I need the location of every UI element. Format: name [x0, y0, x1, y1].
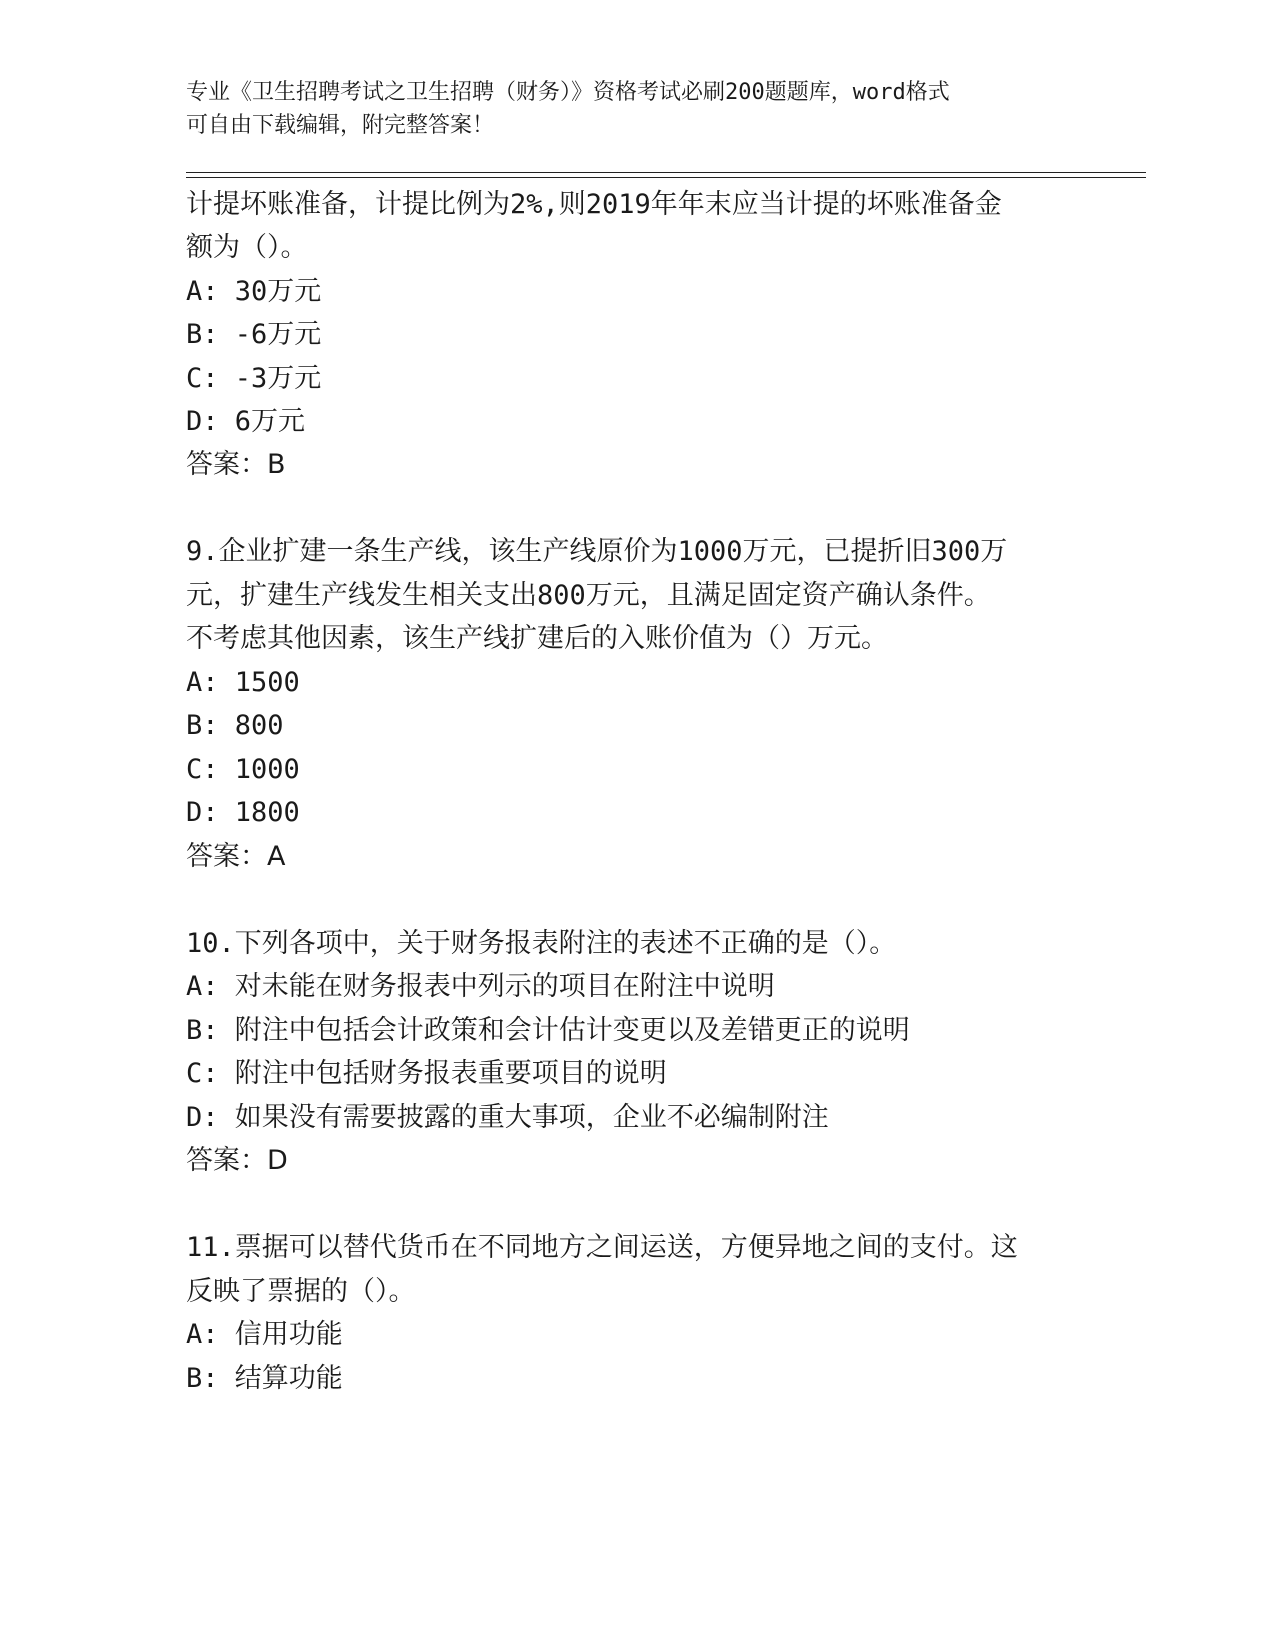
question-9-option-a: A: 1500: [186, 667, 300, 698]
question-10-text-1: 10.下列各项中，关于财务报表附注的表述不正确的是（）。: [186, 928, 897, 959]
question-10-option-b: B: 附注中包括会计政策和会计估计变更以及差错更正的说明: [186, 1015, 910, 1046]
question-10-option-d: D: 如果没有需要披露的重大事项，企业不必编制附注: [186, 1102, 829, 1133]
question-9-option-b: B: 800: [186, 710, 284, 741]
header-rule-top: [186, 172, 1146, 173]
question-8-option-c: C: -3万元: [186, 363, 322, 394]
header-line-2: 可自由下载编辑，附完整答案！: [186, 113, 495, 138]
question-9-option-d: D: 1800: [186, 797, 300, 828]
question-9-text-3: 不考虑其他因素，该生产线扩建后的入账价值为（）万元。: [186, 623, 888, 654]
question-8-text-1: 计提坏账准备，计提比例为2%,则2019年年末应当计提的坏账准备金: [186, 189, 1002, 220]
question-8-option-a: A: 30万元: [186, 276, 322, 307]
question-11-text-1: 11.票据可以替代货币在不同地方之间运送，方便异地之间的支付。这: [186, 1232, 1018, 1263]
header-rule-bottom: [186, 177, 1146, 178]
question-8-option-d: D: 6万元: [186, 406, 306, 437]
question-8-option-b: B: -6万元: [186, 319, 322, 350]
question-9-text-2: 元，扩建生产线发生相关支出800万元，且满足固定资产确认条件。: [186, 580, 991, 611]
question-10-option-a: A: 对未能在财务报表中列示的项目在附注中说明: [186, 971, 775, 1002]
question-11-option-b: B: 结算功能: [186, 1363, 343, 1394]
question-9-option-c: C: 1000: [186, 754, 300, 785]
question-11-option-a: A: 信用功能: [186, 1319, 343, 1350]
document-header: [186, 76, 1086, 142]
question-9-text-1: 9.企业扩建一条生产线，该生产线原价为1000万元，已提折旧300万: [186, 536, 1008, 567]
header-line-1: 专业《卫生招聘考试之卫生招聘（财务）》资格考试必刷200题题库，word格式: [186, 80, 950, 105]
question-11-text-2: 反映了票据的（）。: [186, 1276, 416, 1307]
question-9-answer: 答案：A: [186, 841, 286, 872]
question-8-text-2: 额为（）。: [186, 232, 308, 263]
question-10-answer: 答案：D: [186, 1145, 288, 1176]
question-10-option-c: C: 附注中包括财务报表重要项目的说明: [186, 1058, 667, 1089]
question-8-answer: 答案：B: [186, 449, 286, 480]
